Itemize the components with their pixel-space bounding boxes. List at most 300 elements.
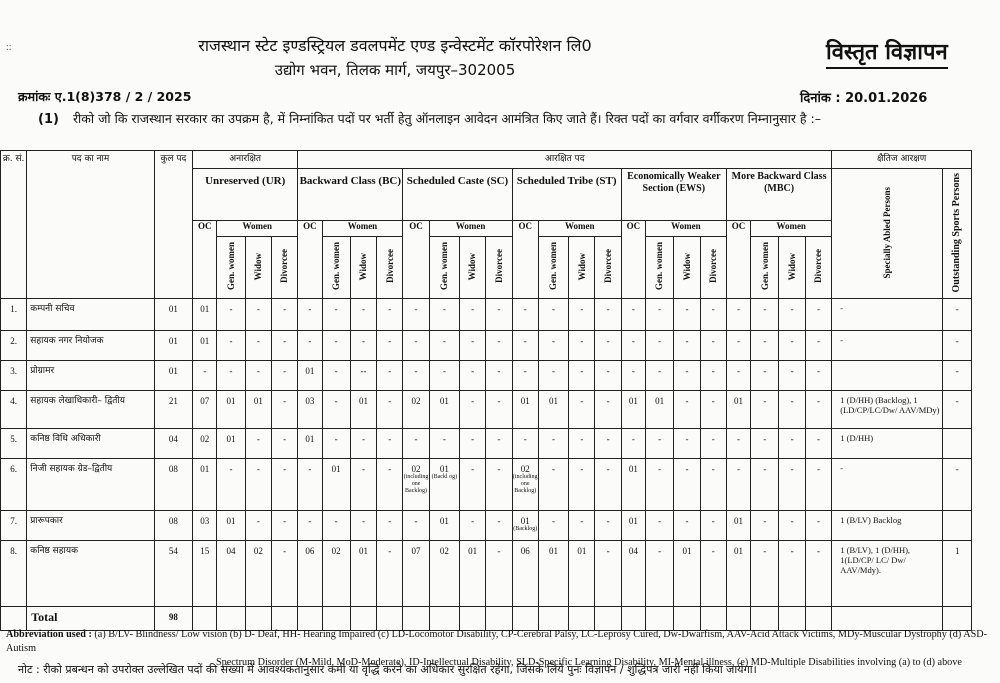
vacancy-cell <box>538 541 568 607</box>
women-subheader-label: Divorcee <box>493 249 504 284</box>
row-sn: 2. <box>1 331 27 361</box>
post-name: कनिष्ठ सहायक <box>27 541 154 607</box>
vacancy-cell <box>298 541 322 607</box>
vacancy-value: - <box>711 336 715 346</box>
women-subheader <box>486 237 512 299</box>
vacancy-cell <box>726 331 750 361</box>
vacancy-cell <box>805 541 832 607</box>
vacancy-value: - <box>580 434 584 444</box>
vacancy-cell <box>512 299 538 331</box>
vacancy-cell <box>322 511 350 541</box>
oc-header: OC <box>512 221 538 299</box>
col-header-total: कुल पद <box>154 151 192 299</box>
vacancy-value: 15 <box>200 546 210 556</box>
specially-abled-value: 1 (B/LV) Backlog <box>832 511 943 541</box>
vacancy-value: 03 <box>305 396 315 406</box>
col-header-sn: क्र. सं. <box>1 151 27 299</box>
vacancy-cell <box>726 391 750 429</box>
vacancy-cell <box>486 331 512 361</box>
vacancy-cell <box>429 541 459 607</box>
vacancy-cell <box>217 299 245 331</box>
vacancy-value: 01 <box>734 516 743 526</box>
total-value: 98 <box>154 607 192 631</box>
vacancy-value: - <box>631 336 635 346</box>
total-row <box>1 607 972 631</box>
vacancy-cell <box>322 459 350 511</box>
vacancy-cell <box>512 391 538 429</box>
vacancy-value: - <box>711 366 715 376</box>
vacancy-cell <box>805 299 832 331</box>
vacancy-value: - <box>685 516 689 526</box>
vacancy-value: - <box>658 516 662 526</box>
vacancy-value: - <box>580 516 584 526</box>
col-header-specially-abled <box>832 169 943 299</box>
vacancy-value: - <box>737 366 740 376</box>
vacancy-note: (including one Backlog) <box>512 474 538 494</box>
vacancy-value: - <box>631 304 635 314</box>
women-header: Women <box>429 221 512 237</box>
specially-abled-value: 1 (D/HH) <box>832 429 943 459</box>
vacancy-cell <box>350 361 376 391</box>
vacancy-cell <box>245 541 271 607</box>
intro-text: रीको जो कि राजस्थान सरकार का उपक्रम है, में निम्नांकित पदों पर भर्ती हेतु ऑनलाइन आवेदन आमंत्रित किए जाते हैं। रिक्त पदों का वर्गवार वर्गीकरण निम्नानुसार है :– <box>72 111 821 126</box>
vacancy-cell <box>403 511 429 541</box>
sports-value: 1 <box>943 541 972 607</box>
vacancy-cell <box>751 391 779 429</box>
vacancy-value: 02 <box>331 546 341 556</box>
vacancy-cell <box>621 299 645 331</box>
vacancy-value: - <box>334 366 338 376</box>
vacancy-value: - <box>442 336 446 346</box>
vacancy-value: - <box>816 516 820 526</box>
vacancy-value: - <box>334 304 338 314</box>
vacancy-cell <box>245 299 271 331</box>
vacancy-cell <box>271 511 297 541</box>
vacancy-value: - <box>606 396 610 406</box>
vacancy-cell <box>429 429 459 459</box>
vacancy-value: - <box>737 304 740 314</box>
sports-value: - <box>943 391 972 429</box>
vacancy-cell <box>350 391 376 429</box>
women-subheader-label: Widow <box>358 252 369 280</box>
women-subheader <box>217 237 245 299</box>
vacancy-cell <box>726 361 750 391</box>
empty-cell <box>674 607 700 631</box>
post-total: 04 <box>154 429 192 459</box>
women-subheader-label: Divorcee <box>602 249 613 284</box>
empty-cell <box>700 607 726 631</box>
vacancy-cell <box>512 541 538 607</box>
total-sn <box>1 607 27 631</box>
vacancy-value: 01 <box>200 464 210 474</box>
vacancy-value: 03 <box>200 516 210 526</box>
vacancy-value: - <box>606 336 610 346</box>
vacancy-cell <box>377 459 403 511</box>
vacancy-value: 01 <box>439 516 449 526</box>
vacancy-cell <box>193 541 217 607</box>
women-subheader-label: Gen. women <box>759 242 770 291</box>
vacancy-value: 01 <box>734 546 743 556</box>
vacancy-cell <box>377 331 403 361</box>
vacancy-cell <box>805 459 832 511</box>
vacancy-cell <box>779 361 805 391</box>
vacancy-cell <box>779 429 805 459</box>
empty-cell <box>595 607 621 631</box>
vacancy-cell <box>779 459 805 511</box>
empty-cell <box>322 607 350 631</box>
post-total: 54 <box>154 541 192 607</box>
paragraph-number: (1) <box>38 112 59 127</box>
vacancy-value: - <box>711 304 715 314</box>
vacancy-value: - <box>790 366 794 376</box>
vacancy-value: - <box>283 464 287 474</box>
specially-abled-label: Specially Abled Persons <box>882 186 893 279</box>
vacancy-cell <box>271 299 297 331</box>
vacancy-note: (including one Backlog) <box>403 474 429 494</box>
sports-value: - <box>943 299 972 331</box>
vacancy-value: - <box>737 434 740 444</box>
women-subheader <box>751 237 779 299</box>
women-subheader <box>377 237 403 299</box>
vacancy-value: - <box>631 434 635 444</box>
vacancy-value: - <box>388 336 392 346</box>
vacancy-cell <box>621 331 645 361</box>
vacancy-cell <box>751 361 779 391</box>
women-subheader <box>350 237 376 299</box>
vacancy-value: - <box>308 516 312 526</box>
table-row <box>1 459 972 511</box>
vacancy-value: - <box>790 434 794 444</box>
category-header: Backward Class (BC) <box>298 169 403 221</box>
women-subheader <box>271 237 297 299</box>
vacancy-value: 01 <box>226 516 236 526</box>
vacancy-cell <box>751 459 779 511</box>
vacancy-cell <box>429 361 459 391</box>
empty-cell <box>460 607 486 631</box>
vacancy-cell <box>538 391 568 429</box>
women-subheader <box>779 237 805 299</box>
vacancy-cell <box>403 331 429 361</box>
vacancy-cell <box>569 361 595 391</box>
vacancy-cell <box>512 429 538 459</box>
women-subheader-label: Divorcee <box>384 249 395 284</box>
vacancy-value: - <box>580 464 584 474</box>
vacancy-cell <box>805 361 832 391</box>
vacancy-cell <box>350 459 376 511</box>
women-header: Women <box>538 221 621 237</box>
vacancy-value: - <box>552 304 555 314</box>
vacancy-value: 01 <box>200 304 210 314</box>
post-total: 01 <box>154 361 192 391</box>
total-label: Total <box>27 607 154 631</box>
vacancy-cell <box>569 511 595 541</box>
vacancy-value: 01 <box>520 396 530 406</box>
vacancy-value: - <box>229 304 233 314</box>
vacancy-value: - <box>497 366 501 376</box>
vacancy-cell <box>460 361 486 391</box>
women-subheader <box>595 237 621 299</box>
vacancy-cell <box>271 391 297 429</box>
vacancy-cell <box>486 429 512 459</box>
vacancy-cell <box>595 541 621 607</box>
vacancy-cell <box>751 429 779 459</box>
vacancy-value: - <box>790 464 794 474</box>
table-row <box>1 331 972 361</box>
post-name: प्रोग्रामर <box>27 361 154 391</box>
vacancy-value: - <box>414 336 418 346</box>
empty-cell <box>245 607 271 631</box>
vacancy-cell <box>751 511 779 541</box>
vacancy-cell <box>538 459 568 511</box>
vacancy-cell <box>322 429 350 459</box>
vacancy-value: - <box>658 464 662 474</box>
category-header: Unreserved (UR) <box>193 169 298 221</box>
sports-label: Outstanding Sports Persons <box>951 172 963 293</box>
vacancy-cell <box>377 299 403 331</box>
vacancy-cell <box>779 391 805 429</box>
vacancy-value: - <box>283 336 287 346</box>
vacancy-value: - <box>631 366 635 376</box>
women-subheader <box>460 237 486 299</box>
vacancy-value: 01 <box>331 464 341 474</box>
vacancy-cell <box>805 391 832 429</box>
vacancy-cell <box>726 459 750 511</box>
vacancy-cell <box>779 511 805 541</box>
vacancy-value: - <box>685 304 689 314</box>
vacancy-value: 01 <box>655 396 665 406</box>
vacancy-value: - <box>442 366 446 376</box>
vacancy-cell <box>700 361 726 391</box>
vacancy-cell <box>271 331 297 361</box>
vacancy-value: - <box>523 336 527 346</box>
empty-cell <box>486 607 512 631</box>
vacancy-cell <box>377 429 403 459</box>
vacancy-cell <box>674 511 700 541</box>
post-total: 21 <box>154 391 192 429</box>
punch-marks: :: <box>6 42 12 53</box>
vacancy-cell <box>700 541 726 607</box>
vacancy-cell <box>569 541 595 607</box>
empty-cell <box>512 607 538 631</box>
vacancy-cell <box>621 391 645 429</box>
issue-date: दिनांक : 20.01.2026 <box>800 91 928 106</box>
vacancy-value: - <box>442 304 446 314</box>
vacancy-value: - <box>606 546 610 556</box>
vacancy-value: 02 <box>253 546 263 556</box>
vacancy-value: - <box>471 434 475 444</box>
vacancy-value: - <box>256 366 260 376</box>
vacancy-value: - <box>334 396 338 406</box>
vacancy-value: - <box>442 434 446 444</box>
vacancy-cell <box>245 429 271 459</box>
specially-abled-value: - <box>832 459 943 511</box>
vacancy-cell <box>700 391 726 429</box>
category-header: Scheduled Caste (SC) <box>403 169 512 221</box>
category-header: Scheduled Tribe (ST) <box>512 169 621 221</box>
empty-cell <box>298 607 322 631</box>
sports-value: - <box>943 361 972 391</box>
vacancy-value: - <box>283 304 287 314</box>
vacancy-cell <box>460 459 486 511</box>
vacancy-cell <box>700 511 726 541</box>
vacancy-value: - <box>471 304 475 314</box>
vacancy-value: - <box>308 304 312 314</box>
row-sn: 6. <box>1 459 27 511</box>
reference-number: क्रमांकः ए.1(8)378 / 2 / 2025 <box>18 89 192 104</box>
vacancy-value: - <box>552 366 555 376</box>
women-subheader <box>646 237 674 299</box>
vacancy-cell <box>298 429 322 459</box>
group-unreserved: अनारक्षित <box>193 151 298 169</box>
vacancy-value: - <box>763 396 767 406</box>
empty-cell <box>569 607 595 631</box>
vacancy-value: 01 <box>628 464 638 474</box>
vacancy-value: - <box>256 516 260 526</box>
post-total: 08 <box>154 511 192 541</box>
vacancy-cell <box>245 361 271 391</box>
women-header: Women <box>322 221 403 237</box>
vacancy-cell <box>322 299 350 331</box>
vacancy-value: - <box>414 516 418 526</box>
vacancy-value: 04 <box>628 546 638 556</box>
vacancy-cell <box>193 459 217 511</box>
vacancy-value: - <box>523 434 527 444</box>
abbreviation-text-2: Spectrum Disorder (M-Mild, MoD-Moderate), ID-Intellectual Disability, SLD-Specific Learning Disability, MI-Mental illness, (e) MD-Multiple Disabilities involving (a) to (d) above <box>216 656 962 668</box>
vacancy-cell <box>569 299 595 331</box>
oc-header: OC <box>403 221 429 299</box>
vacancy-value: 01 <box>226 434 236 444</box>
women-subheader-label: Widow <box>253 252 264 280</box>
women-subheader-label: Gen. women <box>439 242 450 291</box>
vacancy-cell <box>646 429 674 459</box>
oc-header: OC <box>621 221 645 299</box>
vacancy-cell <box>726 299 750 331</box>
vacancy-value: 01 <box>682 546 692 556</box>
women-subheader-label: Divorcee <box>708 249 719 284</box>
vacancy-value: - <box>685 396 689 406</box>
vacancy-cell <box>595 511 621 541</box>
vacancy-value: - <box>552 464 555 474</box>
vacancy-cell <box>429 459 459 511</box>
vacancy-value: 02 <box>200 434 210 444</box>
vacancy-cell <box>674 331 700 361</box>
vacancy-value: - <box>497 336 501 346</box>
empty-cell <box>271 607 297 631</box>
vacancy-cell <box>322 331 350 361</box>
empty-cell <box>779 607 805 631</box>
vacancy-value: - <box>711 396 715 406</box>
vacancy-cell <box>460 429 486 459</box>
vacancy-cell <box>751 299 779 331</box>
women-subheader-label: Gen. women <box>331 242 341 291</box>
footer-note: नोट : रीको प्रबन्धन को उपरोक्त उल्लेखित पदों की संख्या में आवश्यकतानुसार कमी या वृद्धि करने का अधिकार सुरक्षित रहेगा, जिसके लिये पुनः विज्ञापन / शुद्धिपत्र जारी नहीं किया जायेगा। <box>18 663 757 676</box>
vacancy-value: - <box>361 516 365 526</box>
vacancy-value: - <box>283 434 287 444</box>
vacancy-cell <box>538 331 568 361</box>
vacancy-cell <box>646 541 674 607</box>
vacancy-value: - <box>414 304 418 314</box>
vacancy-value: - <box>737 336 740 346</box>
vacancy-cell <box>271 361 297 391</box>
vacancy-value: 01 <box>577 546 587 556</box>
vacancy-value: - <box>580 366 584 376</box>
vacancy-cell <box>403 391 429 429</box>
category-header: Economically Weaker Section (EWS) <box>621 169 726 221</box>
empty-cell <box>805 607 832 631</box>
vacancy-value: - <box>471 396 475 406</box>
vacancy-value: - <box>497 396 501 406</box>
women-header: Women <box>751 221 832 237</box>
vacancy-value: - <box>256 434 260 444</box>
post-name: सहायक लेखाधिकारी– द्वितीय <box>27 391 154 429</box>
vacancy-value: 01 <box>628 516 638 526</box>
vacancy-cell <box>646 391 674 429</box>
vacancy-value: 01 <box>358 396 368 406</box>
vacancy-cell <box>674 459 700 511</box>
women-subheader <box>538 237 568 299</box>
col-header-post: पद का नाम <box>27 151 154 299</box>
vacancy-cell <box>298 511 322 541</box>
vacancy-value: - <box>256 304 260 314</box>
vacancy-cell <box>726 429 750 459</box>
row-sn: 7. <box>1 511 27 541</box>
row-sn: 1. <box>1 299 27 331</box>
vacancy-value: 02 <box>411 396 421 406</box>
vacancy-cell <box>512 331 538 361</box>
specially-abled-value: 1 (B/LV), 1 (D/HH), 1(LD/CP/ LC/ Dw/ AAV/Mdy). <box>832 541 943 607</box>
vacancy-note: (Backl og) <box>431 474 458 481</box>
empty-cell <box>193 607 217 631</box>
vacancy-cell <box>779 541 805 607</box>
vacancy-value: - <box>229 336 233 346</box>
vacancy-cell <box>217 391 245 429</box>
vacancy-value: 06 <box>305 546 315 556</box>
vacancy-cell <box>193 361 217 391</box>
vacancy-cell <box>595 459 621 511</box>
women-subheader-label: Gen. women <box>548 242 559 291</box>
table-row <box>1 429 972 459</box>
vacancy-cell <box>674 361 700 391</box>
vacancy-cell <box>538 429 568 459</box>
vacancy-cell <box>569 429 595 459</box>
row-sn: 8. <box>1 541 27 607</box>
vacancy-value: 02 <box>411 464 421 474</box>
vacancy-value: - <box>580 396 584 406</box>
vacancy-value: - <box>471 336 475 346</box>
vacancy-cell <box>193 511 217 541</box>
vacancy-value: - <box>361 336 365 346</box>
vacancy-value: - <box>203 366 207 376</box>
vacancy-value: 02 <box>520 464 530 474</box>
vacancy-value: 07 <box>200 396 210 406</box>
vacancy-value: 01 <box>305 434 315 444</box>
vacancy-value: - <box>471 464 475 474</box>
sports-value <box>943 429 972 459</box>
vacancy-cell <box>621 511 645 541</box>
vacancy-cell <box>350 541 376 607</box>
vacancy-value: - <box>334 434 338 444</box>
vacancy-value: - <box>737 464 740 474</box>
vacancy-cell <box>217 541 245 607</box>
vacancy-value: - <box>552 434 555 444</box>
vacancy-value: - <box>658 304 662 314</box>
vacancy-value: 01 <box>549 396 558 406</box>
vacancy-value: 01 <box>628 396 638 406</box>
vacancy-cell <box>403 299 429 331</box>
vacancy-cell <box>700 331 726 361</box>
abbreviation-text: (a) B/LV- Blindness/ Low vision (b) D- Deaf, HH- Hearing Impaired (c) LD-Locomotor Disability, CP-Cerebral Palsy, LC-Leprosy Cured, Dw-Dwarfism, AAV-Acid Attack Victims, MDy-Muscular Dystrophy (d) ASD-Autism <box>6 629 988 654</box>
vacancy-cell <box>621 361 645 391</box>
